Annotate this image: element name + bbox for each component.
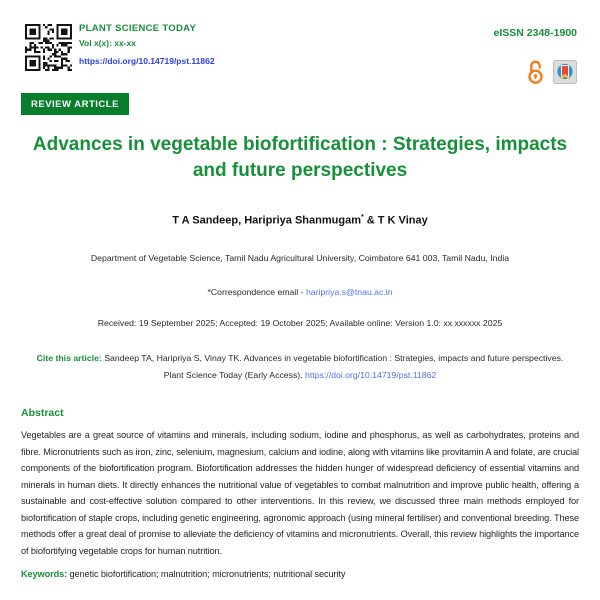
open-access-icon [526, 58, 545, 85]
article-type-badge: REVIEW ARTICLE [21, 93, 129, 115]
abstract-heading: Abstract [21, 407, 64, 420]
authors-main: T A Sandeep, Haripriya Shanmugam [172, 215, 361, 228]
correspondence-prefix: *Correspondence email - [207, 287, 306, 298]
eissn-label: eISSN 2348-1900 [493, 27, 577, 39]
correspondence-email-link[interactable]: haripriya.s@tnau.ac.in [305, 287, 393, 298]
cite-doi-link[interactable]: https://doi.org/10.14719/pst.11862 [305, 369, 437, 380]
header-icons [526, 58, 577, 85]
article-title: Advances in vegetable biofortification : Strategies, impacts and future perspectives [32, 134, 568, 182]
volume-issue: Vol x(x): xx-xx [79, 37, 137, 48]
crossmark-icon[interactable] [553, 60, 577, 84]
corresponding-author-mark: * [360, 214, 364, 222]
qr-code [25, 24, 72, 71]
keywords-text: genetic biofortification; malnutrition; micronutrients; nutritional security [67, 569, 346, 580]
keywords-line [21, 569, 579, 579]
journal-name: PLANT SCIENCE TODAY [79, 23, 197, 34]
authors-tail: & T K Vinay [363, 215, 428, 228]
citation-block [36, 350, 564, 383]
journal-header [79, 24, 215, 68]
authors-line [21, 214, 579, 227]
affiliation-line: Department of Vegetable Science, Tamil Nadu Agricultural University, Coimbatore 641 003, Tamil Nadu, India [90, 253, 510, 264]
dates-line: Received: 19 September 2025; Accepted: 19 October 2025; Available online: Version 1.0: xx xxxxxx 2025 [97, 318, 503, 329]
keywords-label: Keywords: [21, 569, 68, 580]
header-doi-link[interactable]: https://doi.org/10.14719/pst.11862 [79, 56, 215, 66]
article-content [21, 126, 579, 579]
abstract-section [21, 407, 579, 559]
cite-text: Sandeep TA, Haripriya S, Vinay TK. Advances in vegetable biofortification : Strategies, impacts and future perspectives. Plant Science Today (Early Access). [101, 353, 564, 380]
cite-label: Cite this article: [36, 353, 102, 364]
abstract-text: Vegetables are a great source of vitamins and minerals, including sodium, iodine and phosphorus, as well as carbohydrates, proteins and fibre. Micronutrients such as iron, zinc, selenium, magnesium, calcium and iodine, along with vitamins like provitamin A and folate, are crucial components of the biofortification program. Biofortification addresses the hidden hunger of widespread deficiency of essential vitamins and minerals in human diets. It directly enhances the nutritional value of vegetables to combat malnutrition and improve public health, offering a sustainable and cost-effective solution compared to other interventions. In this review, we discussed three main methods employed for biofortification of staple crops, including genetic engineering, agronomic approach (using mineral fertiliser) and conventional breeding. These methods offer a great deal of promise to alleviate the deficiency of vitamins and micronutrients. Overall, this review highlights the importance of biofortifying vegetable crops for human nutrition. [21, 430, 579, 556]
correspondence-line [21, 287, 579, 297]
